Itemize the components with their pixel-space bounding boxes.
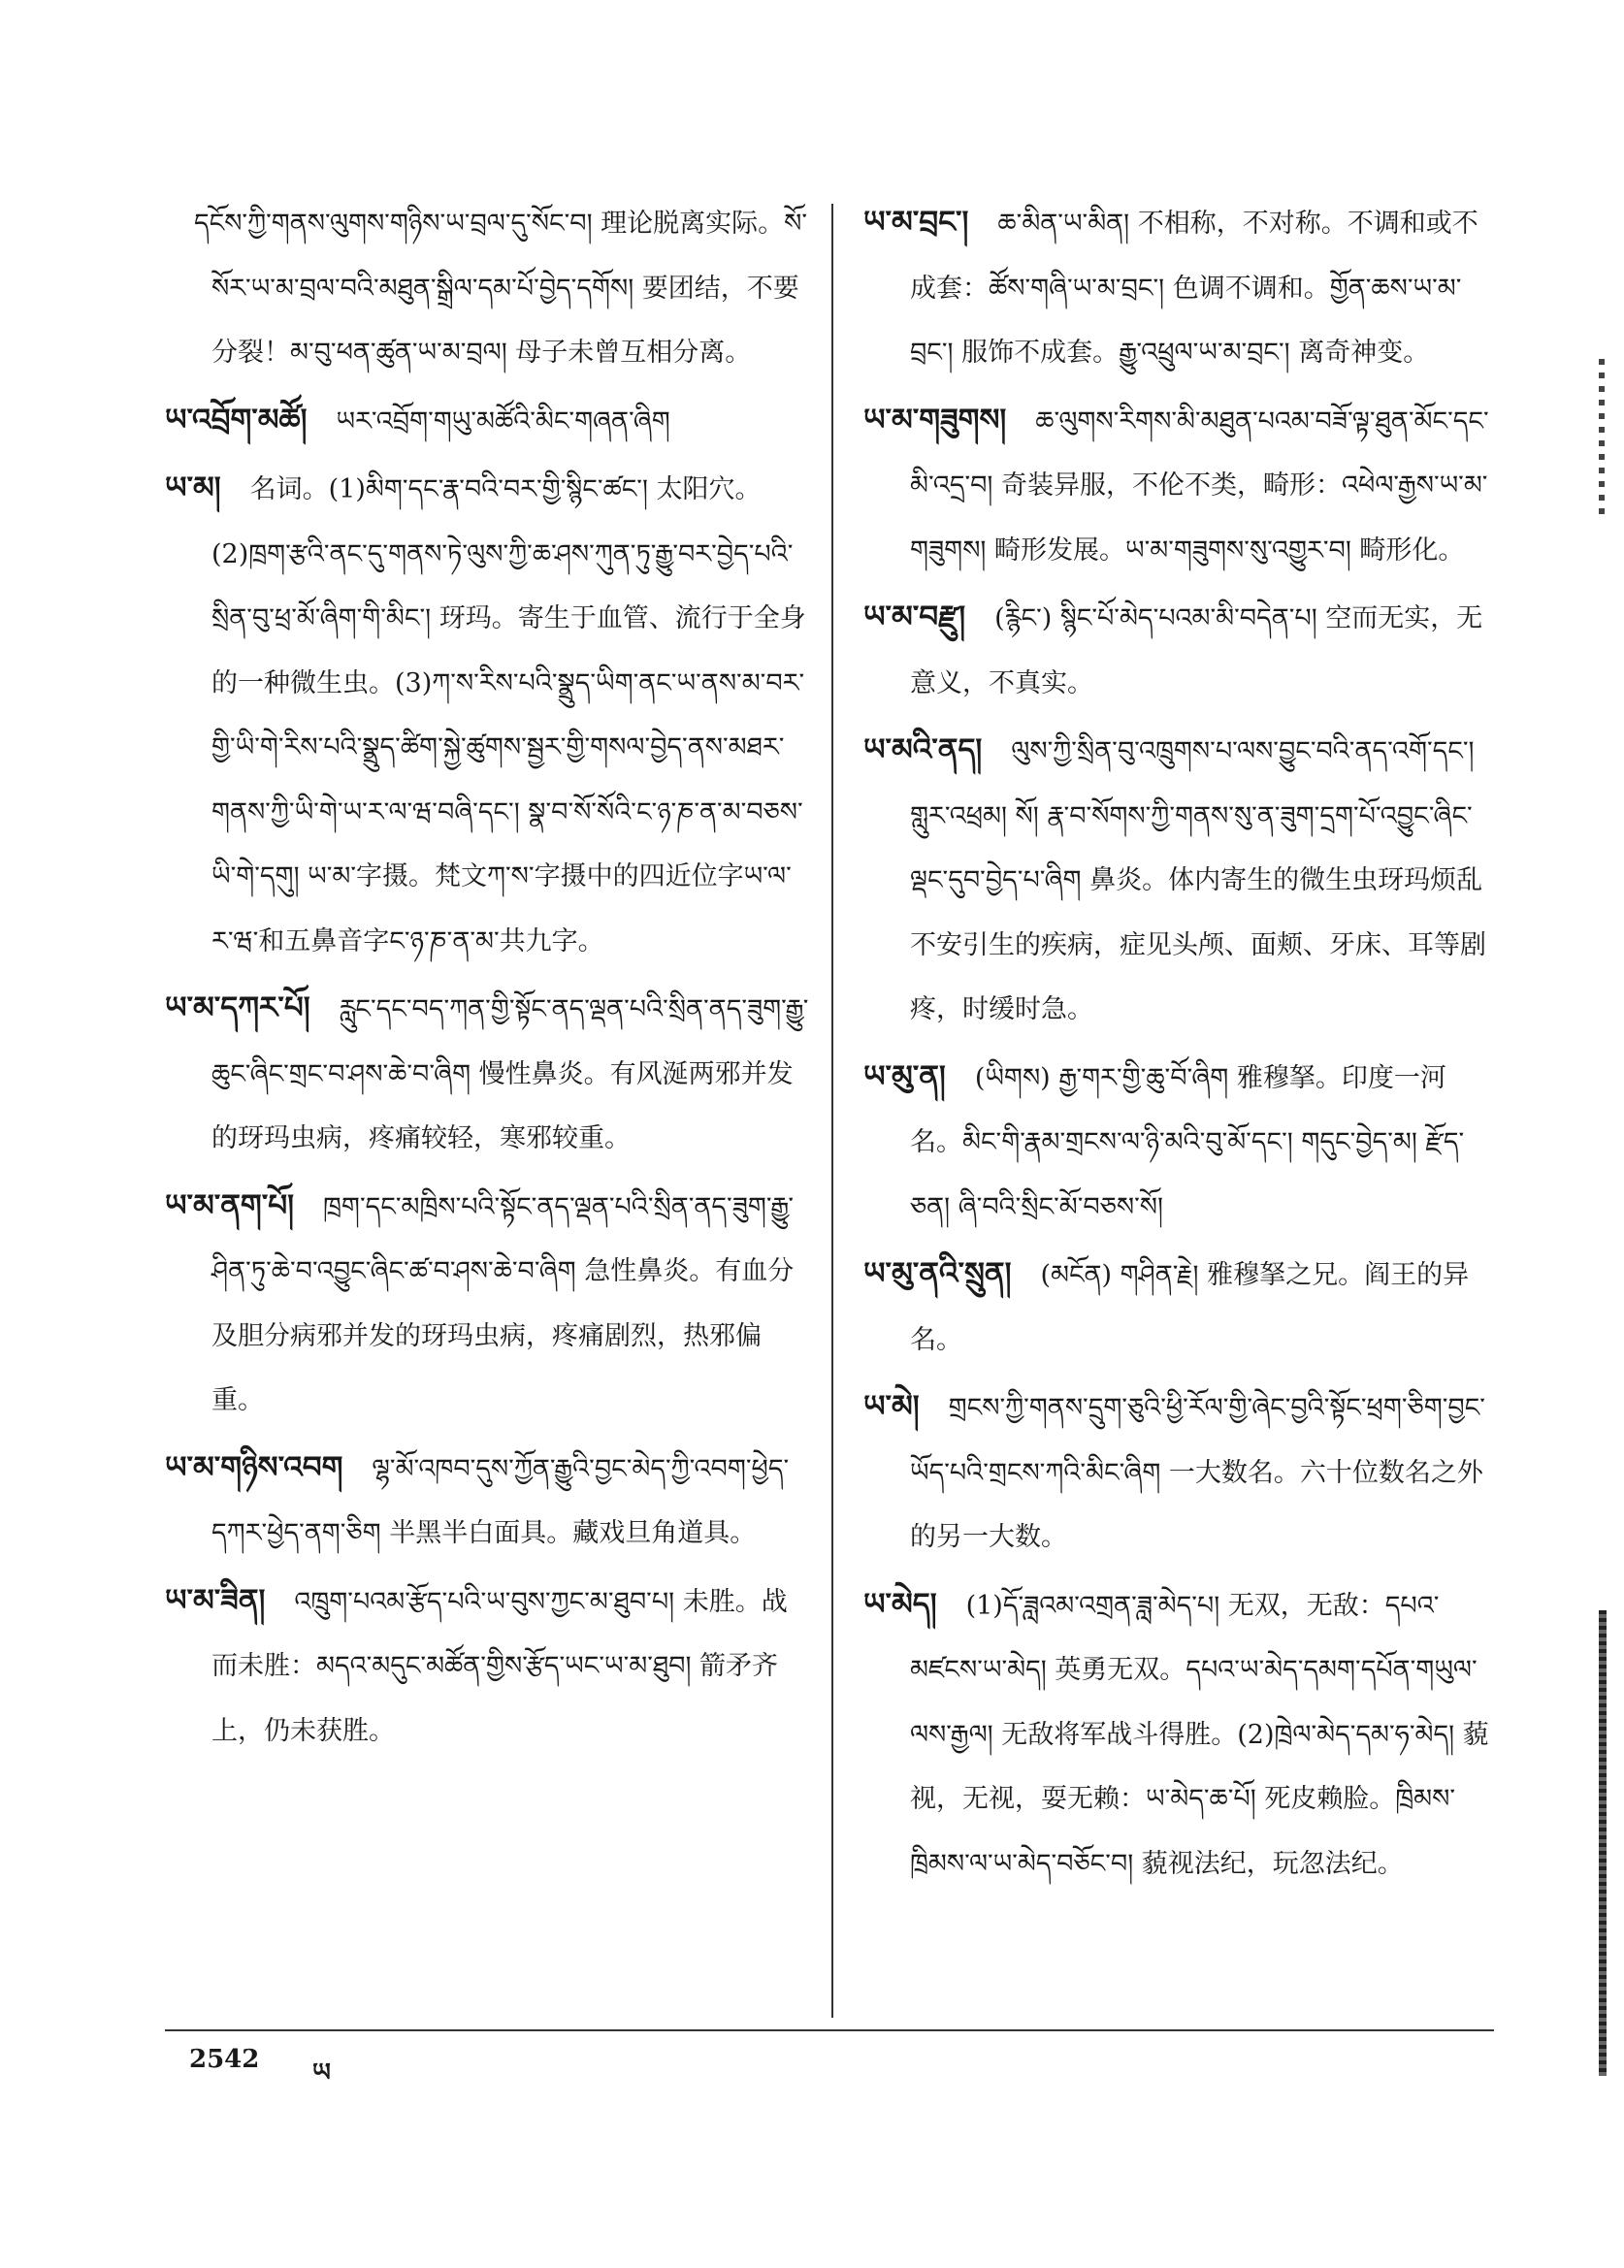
entry-headword: ཡ་མེད།: [863, 1586, 937, 1622]
dictionary-entry: [863, 388, 1494, 584]
entry-definition: ཡར་འབྲོག་གཡུ་མཚོའི་མིང་གཞན་ཞིག: [336, 405, 670, 437]
page-number: 2542: [189, 2045, 260, 2074]
entry-definition: (ཡིགས) རྒྱ་གར་གྱི་ཆུ་བོ་ཞིག 雅穆拏。印度一河名。མིང་གི་རྣམ་གྲངས་ལ་ཉི་མའི་བུ་མོ་དང་། གདུང་བྱེད་མ། རྫོད་ཅན། ཞི་བའི་སྲིང་མོ་བཅས་སོ།: [910, 1062, 1465, 1222]
entry-headword: ཡ་མ་གཉིས་འབག: [165, 1449, 343, 1485]
dictionary-entry: [863, 718, 1494, 1043]
dictionary-entry: [165, 976, 810, 1172]
entry-headword: ཡ་མ་ཟིན།: [165, 1582, 266, 1618]
dictionary-entry: [863, 190, 1494, 386]
entry-headword: ཡ་མའི་ནད།: [863, 732, 983, 767]
entry-headword: ཡ་མ་དཀར་པོ།: [165, 990, 310, 1025]
dictionary-entry: [165, 1569, 810, 1765]
entry-headword: ཡ་མ་ནག་པོ།: [165, 1187, 295, 1223]
footer-rule: [165, 2029, 1494, 2031]
entry-definition: འཁྲུག་པའམ་རྩོད་པའི་ཡ་བུས་ཀྱང་མ་ཐུབ་པ། 未胜。战而未胜：མདའ་མདུང་མཚོན་གྱིས་རྩོད་ཡང་ཡ་མ་ཐུབ། 箭矛齐上，仍未获胜。: [211, 1586, 788, 1746]
dictionary-entry: [165, 388, 810, 455]
right-column: [863, 190, 1494, 1898]
entry-definition: གྲངས་ཀྱི་གནས་དྲུག་ཅུའི་ཕྱི་རོལ་གྱི་ཞེང་བྱའི་སྟོང་ཕྲག་ཅིག་བྱང་ཡོད་པའི་གྲངས་ཀའི་མིང་ཞིག 一大数名。六十位数名之外的另一大数。: [910, 1393, 1485, 1552]
dictionary-entry: [165, 1174, 810, 1434]
entry-headword: ཡ་མུ་ནའི་སྲུན།: [863, 1256, 1012, 1291]
dictionary-entry: [863, 585, 1494, 716]
dictionary-entry: [863, 1242, 1494, 1373]
left-column: [165, 190, 810, 1766]
entry-definition: ཁྲག་དང་མཁྲིས་པའི་སྟོང་ནད་ལྡན་པའི་སྲིན་ནད་ཟུག་རྒྱུ་ཤིན་ཏུ་ཆེ་བ་འབྱུང་ཞིང་ཚ་བ་ཤས་ཆེ་བ་ཞིག 急性鼻炎。有血分及胆分病邪并发的玡玛虫病，疼痛剧烈，热邪偏重。: [211, 1191, 795, 1415]
entry-definition: རླུང་དང་བད་ཀན་གྱི་སྟོང་ནད་ལྡན་པའི་སྲིན་ནད་ཟུག་རྒྱུ་ཆུང་ཞིང་གྲང་བ་ཤས་ཆེ་བ་ཞིག 慢性鼻炎。有风涎两邪并发的玡玛虫病，疼痛较轻，寒邪较重。: [211, 994, 809, 1153]
dictionary-entry: [863, 1045, 1494, 1241]
column-divider: [831, 204, 833, 2018]
entry-headword: ཡ་མུ་ན།: [863, 1058, 946, 1094]
dictionary-entry: [863, 1572, 1494, 1897]
entry-headword: ཡ་མེ།: [863, 1389, 920, 1424]
entry-headword: ཡ་མ་བརྫུ།: [863, 599, 966, 634]
entry-definition: ལུས་ཀྱི་སྲིན་བུ་འཁྲུགས་པ་ལས་བྱུང་བའི་ནད་འགོ་དང་། གླུར་འཕྲམ། སོ། རྣ་བ་སོགས་ཀྱི་གནས་སུ་ན་ཟུག་དྲག་པོ་འབྱུང་ཞིང་ལྡང་དུབ་བྱེད་པ་ཞིག 鼻炎。体内寄生的微生虫玡玛烦乱不安引生的疾病，症见头颅、面颊、牙床、耳等剧疼，时缓时急。: [910, 736, 1486, 1024]
section-letter: ཡ: [312, 2058, 331, 2088]
entry-headword: ཡ་འབྲོག་མཚོ།: [165, 402, 308, 437]
binding-marks: [1599, 359, 1605, 514]
entry-definition: 名词。(1)མིག་དང་རྣ་བའི་བར་གྱི་སྙིང་ཚང་། 太阳穴。(2)ཁྲག་རྩའི་ནང་དུ་གནས་ཏེ་ལུས་ཀྱི་ཆ་ཤས་ཀུན་ཏུ་རྒྱུ་བར་བྱེད་པའི་སྲིན་བུ་ཕྲ་མོ་ཞིག་གི་མིང་། 玡玛。寄生于血管、流行于全身的一种微生虫。(3)ཀ་ས་རིས་པའི་སྣྲུད་ཡིག་ནང་ཡ་ནས་མ་བར་གྱི་ཡི་གེ་རིས་པའི་སྣྲུད་ཚིག་སྐྱེ་ཚུགས་སྦྱར་གྱི་གསལ་བྱེད་ནས་མཐར་གནས་ཀྱི་ཡི་གེ་ཡ་ར་ལ་ཝ་བཞི་དང་། སྣ་བ་སོ་སོའི་ང་ཉ་ཎ་ན་མ་བཅས་ཡི་གེ་དགུ། ཡ་མ་字摄。梵文ཀ་ས་字摄中的四近位字ཡ་ལ་ར་ཝ་和五鼻音字ང་ཉ་ཎ་ན་མ་共九字。: [211, 474, 806, 956]
dictionary-entry: [165, 456, 810, 974]
entry-headword: ཡ་མ་བྲང་།: [863, 205, 969, 240]
entry-definition: ལྷ་མོ་འཁབ་དུས་ཀྱོན་རྒྱུའི་བྱང་མེད་ཀྱི་འབག་ཕྱེད་དཀར་ཕྱེད་ནག་ཅིག 半黑半白面具。藏戏旦角道具。: [211, 1453, 790, 1548]
entry-definition: དངོས་ཀྱི་གནས་ལུགས་གཉིས་ཡ་བྲལ་དུ་སོང་བ། 理论脱离实际。སོ་སོར་ཡ་མ་བྲལ་བའི་མཐུན་སྒྲིལ་དམ་པོ་བྱེད་དགོས། 要团结，不要分裂！མ་བུ་ཕན་ཚུན་ཡ་མ་བྲལ། 母子未曾互相分离。: [194, 209, 808, 368]
dictionary-entry: [165, 190, 810, 386]
dictionary-entry: [863, 1375, 1494, 1571]
entry-definition: (རྙིང་) སྙིང་པོ་མེད་པའམ་མི་བདེན་པ། 空而无实，无意义，不真实。: [910, 603, 1483, 698]
entry-headword: ཡ་མ་གཟུགས།: [863, 402, 1007, 437]
dictionary-entry: [165, 1436, 810, 1567]
entry-definition: (1)དོ་ཟླའམ་འགྲན་ཟླ་མེད་པ། 无双，无敌：དཔའ་མཛངས་ཡ་མེད། 英勇无双。དཔའ་ཡ་མེད་དམག་དཔོན་གཡུལ་ལས་རྒྱལ། 无敌将军战斗得胜。(2)ཁྲེལ་མེད་དམ་ཧ་མེད། 藐视，无视，耍无赖：ཡ་མེད་ཆ་པོ། 死皮赖脸。ཁྲིམས་ཁྲིམས་ལ་ཡ་མེད་བཅོང་བ། 藐视法纪，玩忽法纪。: [910, 1590, 1489, 1879]
entry-definition: ཆ་ལུགས་རིགས་མི་མཐུན་པའམ་བཟོ་ལྟ་ཐུན་མོང་དང་མི་འདྲ་བ། 奇装异服，不伦不类，畸形：འཕེལ་རྒྱས་ཡ་མ་གཟུགས། 畸形发展。ཡ་མ་གཟུགས་སུ་འགྱུར་བ། 畸形化。: [910, 405, 1489, 566]
entry-definition: (མངོན) གཤིན་རྗེ། 雅穆拏之兄。阎王的异名。: [910, 1260, 1470, 1355]
binding-edge: [1599, 1610, 1607, 2076]
entry-definition: ཆ་མིན་ཡ་མིན། 不相称，不对称。不调和或不成套：ཚོས་གཞི་ཡ་མ་བྲང་། 色调不调和。གྱོན་ཆས་ཡ་མ་བྲང་། 服饰不成套。རྒྱུ་འཕྲུལ་ཡ་མ་བྲང་། 离奇神变。: [910, 209, 1478, 368]
entry-headword: ཡ་མ།: [165, 470, 221, 505]
